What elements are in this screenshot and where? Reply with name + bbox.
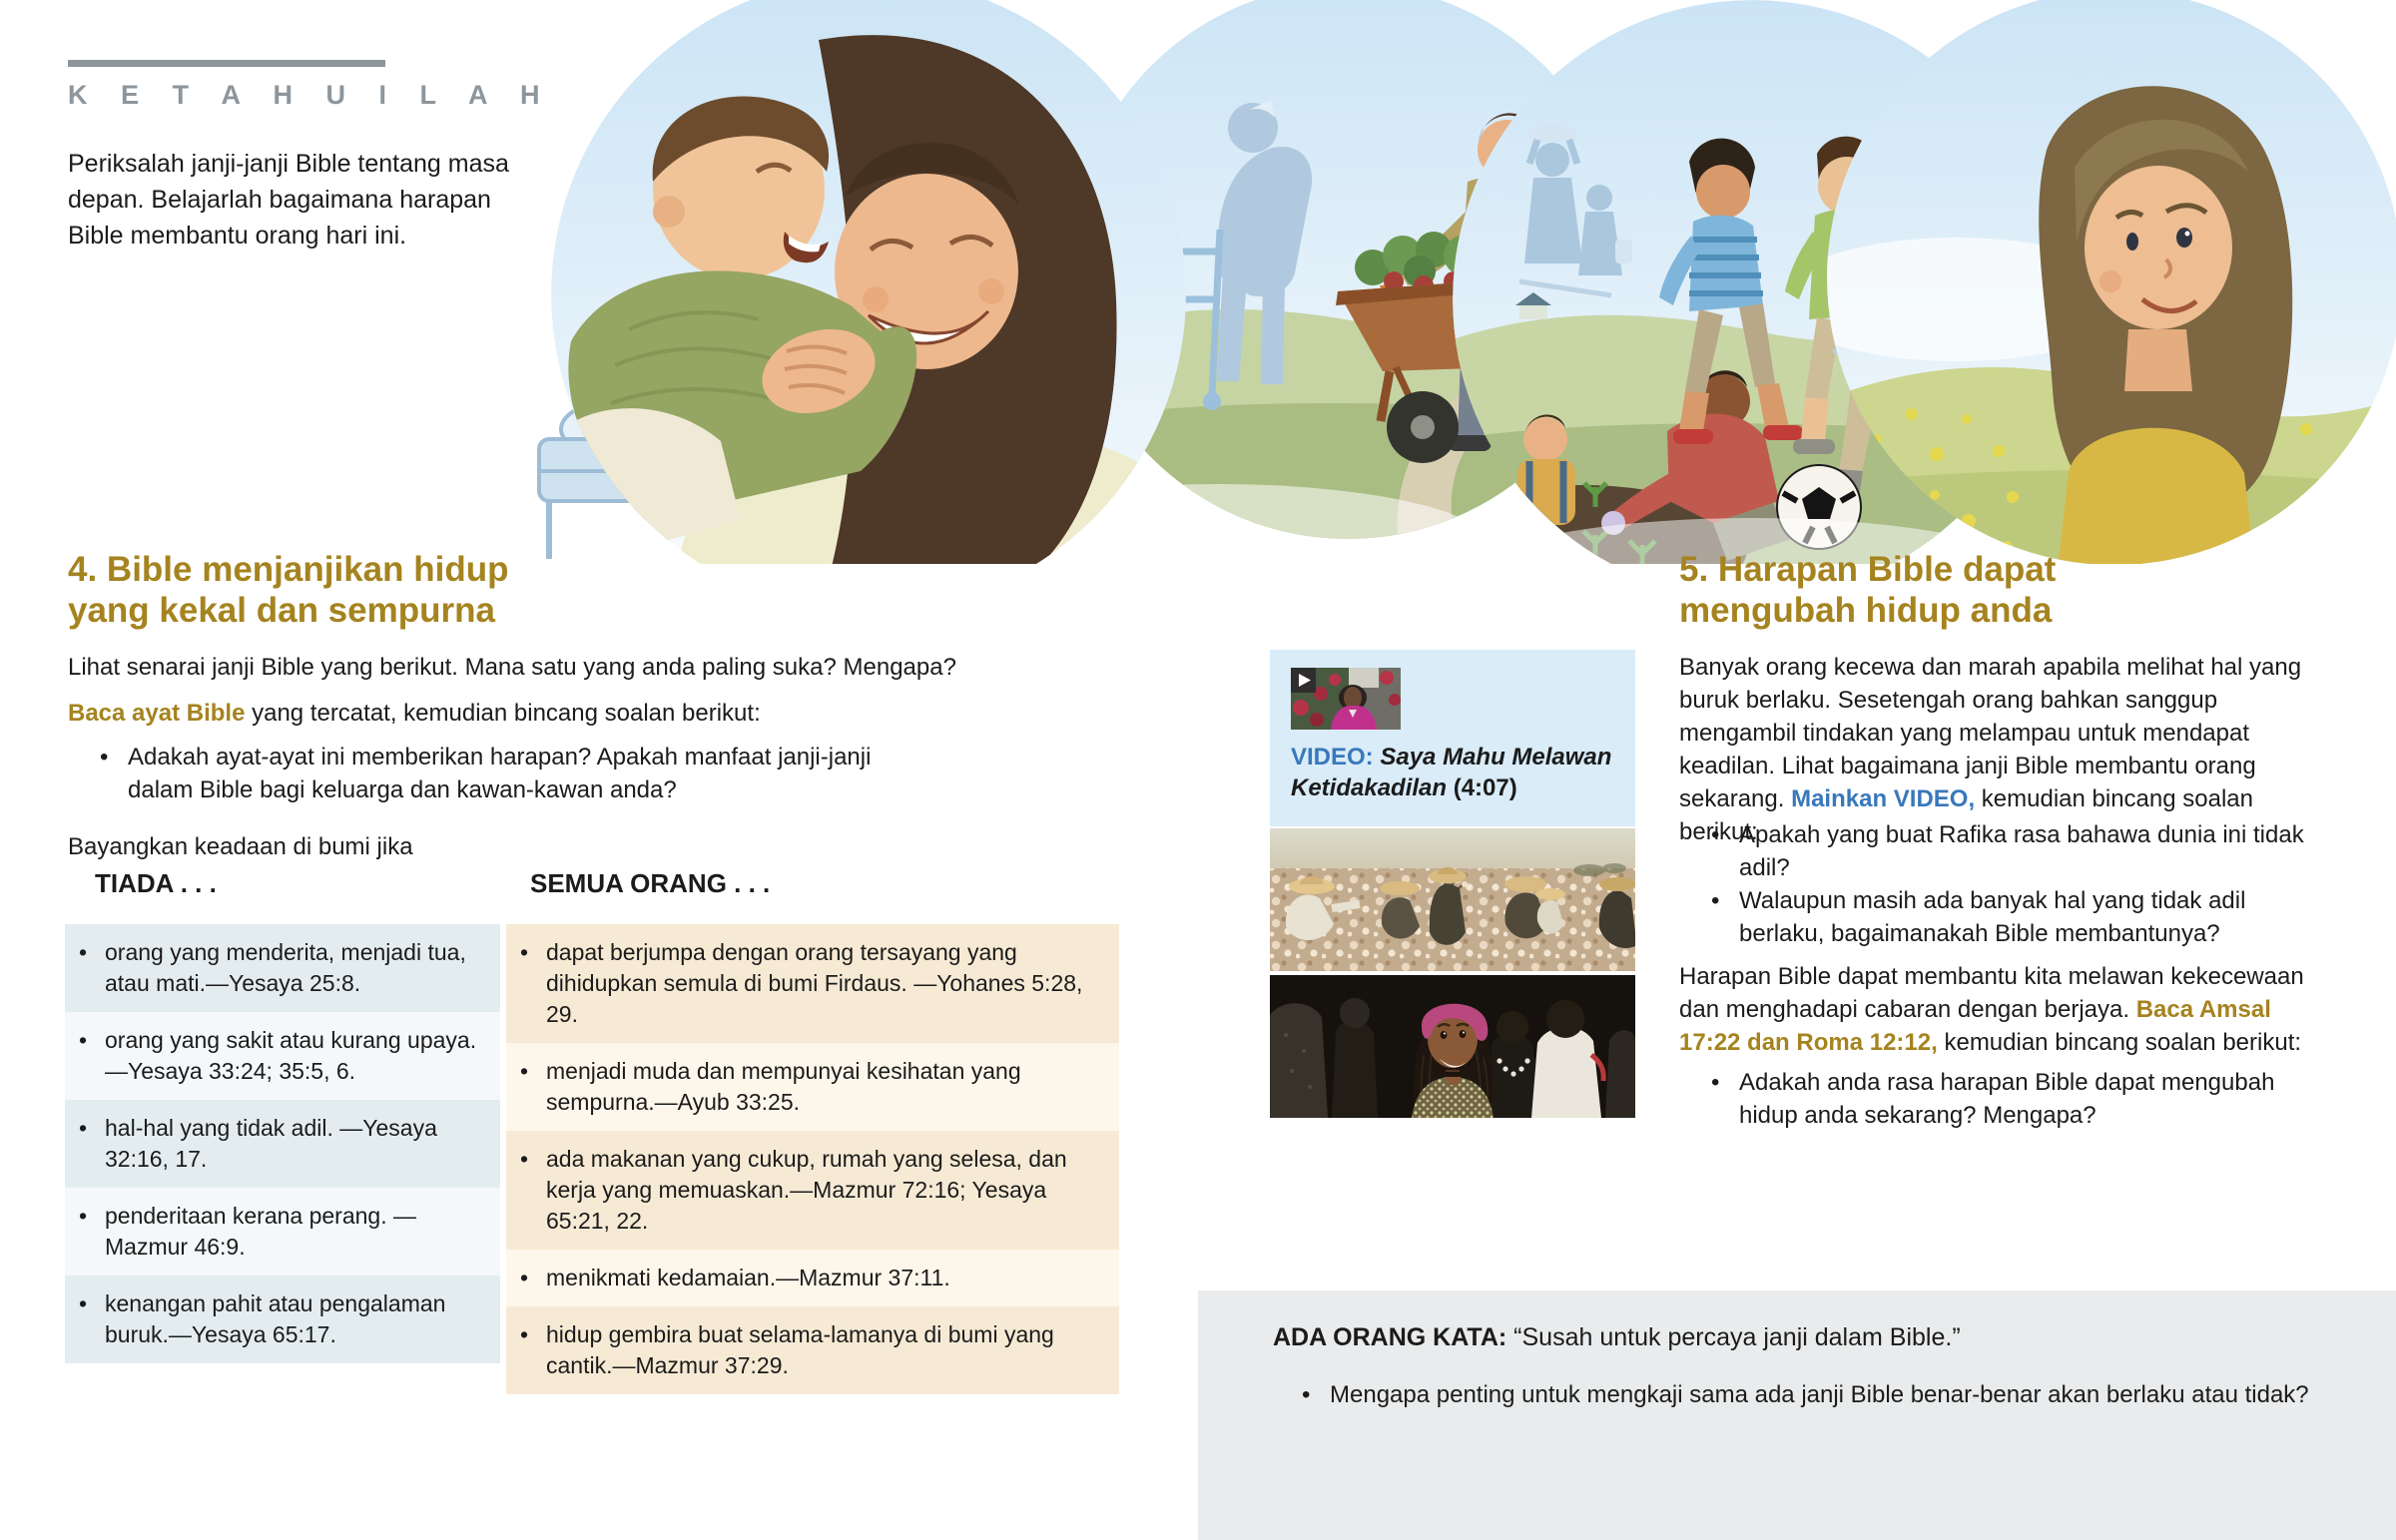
table-row: • ada makanan yang cukup, rumah yang selesa, dan kerja yang memuaskan.—Mazmur 72:16; Yesaya 65:21, 22. [506,1131,1119,1250]
section4-para2: Baca ayat Bible yang tercatat, kemudian bincang soalan berikut: [68,700,761,727]
play-video-link[interactable]: Mainkan VIDEO, [1791,785,1976,812]
table-row: • orang yang menderita, menjadi tua, atau mati.—Yesaya 25:8. [65,924,500,1012]
objection-bullet: • Mengapa penting untuk mengkaji sama ada janji Bible benar-benar akan berlaku atau tidak? [1302,1378,2360,1411]
illustration-banner [519,0,2396,564]
section4-imagine: Bayangkan keadaan di bumi jika [68,833,413,860]
smiling-woman [1412,1004,1494,1118]
section5-para2: Harapan Bible dapat membantu kita melawan kekecewaan dan menghadapi cabaran dengan berjaya. Baca Amsal 17:22 dan Roma 12:12, kemudian bincang soalan berikut: [1679,963,2304,1056]
objection-heading: ADA ORANG KATA: “Susah untuk percaya janji dalam Bible.” [1273,1323,1961,1351]
section4-para1: Lihat senarai janji Bible yang berikut. Mana satu yang anda paling suka? Mengapa? [68,654,956,681]
table-row: • hal-hal yang tidak adil. —Yesaya 32:16, 17. [65,1100,500,1188]
table-row: • dapat berjumpa dengan orang tersayang yang dihidupkan semula di bumi Firdaus. —Yohanes 5:28, 29. [506,924,1119,1043]
table-col-semua-orang [506,924,1119,1394]
section4-heading: 4. Bible menjanjikan hidup yang kekal dan sempurna [68,550,509,630]
table-row: • orang yang sakit atau kurang upaya.—Yesaya 33:24; 35:5, 6. [65,1012,500,1100]
photo-rafika-crowd [1270,975,1635,1118]
table-row: • menikmati kedamaian.—Mazmur 37:11. [506,1250,1119,1306]
section5-bullet2: • Walaupun masih ada banyak hal yang tidak adil berlaku, bagaimanakah Bible membantunya? [1711,884,2334,950]
photo-cotton-field [1270,828,1635,971]
table-col1-header: TIADA . . . [95,868,217,898]
table-col2-header: SEMUA ORANG . . . [530,868,771,898]
know-intro: Periksalah janji-janji Bible tentang masa depan. Belajarlah bagaimana harapan Bible membantu orang hari ini. [68,150,509,250]
table-col-tiada [65,924,500,1363]
video-thumbnail[interactable] [1291,668,1401,730]
section5-bullet1: • Apakah yang buat Rafika rasa bahawa dunia ini tidak adil? [1711,818,2334,884]
know-label: K E T A H U I L A H [68,80,553,110]
play-icon [1291,668,1316,693]
section5-heading: 5. Harapan Bible dapat mengubah hidup anda [1679,550,2057,630]
video-box [1270,650,1635,826]
video-label[interactable]: VIDEO: [1291,744,1374,770]
table-row: • kenangan pahit atau pengalaman buruk.—Yesaya 65:17. [65,1276,500,1363]
table-row: • hidup gembira buat selama-lamanya di bumi yang cantik.—Mazmur 37:29. [506,1306,1119,1394]
read-proverbs-romans-link[interactable]: Baca Amsal 17:22 dan Roma 12:12, [1679,996,2271,1056]
section5-bullet3: • Adakah anda rasa harapan Bible dapat mengubah hidup anda sekarang? Mengapa? [1711,1066,2334,1132]
table-row: • menjadi muda dan mempunyai kesihatan yang sempurna.—Ayub 33:25. [506,1043,1119,1131]
section5-para1: Banyak orang kecewa dan marah apabila melihat hal yang buruk berlaku. Sesetengah orang bahkan sanggup mengambil tindakan yang melampau untuk mendapat keadilan. Lihat bagaimana janji Bible membantu orang sekarang. Mainkan VIDEO, kemudian bincang soalan berikut: [1679,654,2302,845]
read-scriptures-link[interactable]: Baca ayat Bible [68,700,246,727]
objection-box [1198,1290,2396,1540]
section-rule [68,60,385,67]
table-row: • penderitaan kerana perang. —Mazmur 46:9. [65,1188,500,1276]
video-caption[interactable]: VIDEO: Saya Mahu Melawan Ketidakadilan (4:07) [1291,744,1612,801]
section4-bullet1: • Adakah ayat-ayat ini memberikan harapan? Apakah manfaat janji-janji dalam Bible bagi keluarga dan kawan-kawan anda? [100,741,938,806]
